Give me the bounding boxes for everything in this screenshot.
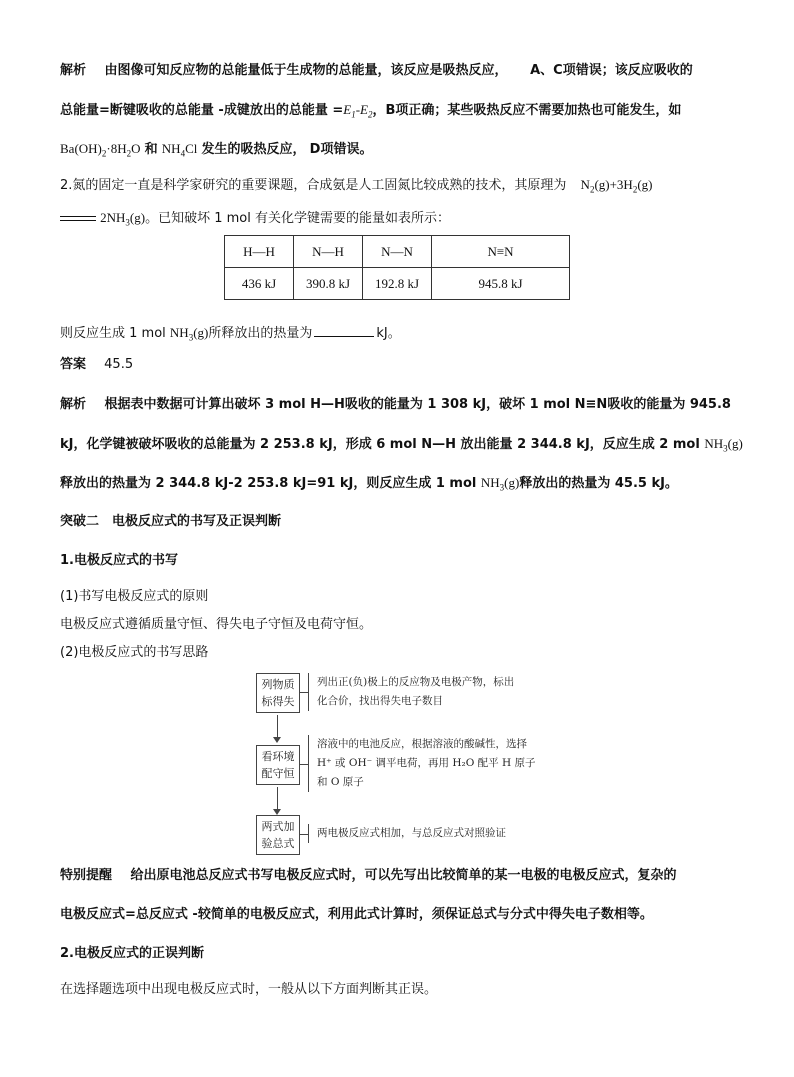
writing-steps-diagram xyxy=(256,673,556,858)
step-note-2 xyxy=(308,735,536,792)
analysis-paragraph-2-line-1 xyxy=(60,396,731,414)
text: ，B项正确；某些吸热反应不需要加热也可能发生，如 xyxy=(372,103,682,118)
table-row xyxy=(225,236,570,268)
analysis-label: 解析 xyxy=(60,397,87,412)
connector-line xyxy=(300,692,308,693)
table-cell: 436 kJ xyxy=(225,268,294,300)
text: 溶液中的电池反应，根据溶液的酸碱性，选择 xyxy=(317,738,527,750)
connector-line xyxy=(277,715,278,739)
step-box-2 xyxy=(256,745,300,785)
heading-1: 1.电极反应式的书写 xyxy=(60,553,178,568)
analysis-paragraph-2-line-2 xyxy=(60,435,743,454)
table-header: N—H xyxy=(294,236,363,268)
text: 释放出的热量为 45.5 kJ。 xyxy=(519,476,678,491)
table-header: H—H xyxy=(225,236,294,268)
section-title: 突破二 电极反应式的书写及正误判断 xyxy=(60,514,282,529)
text: kJ。 xyxy=(376,326,401,341)
answer-value: 45.5 xyxy=(104,357,134,372)
bond-energy-table xyxy=(224,235,570,300)
text: 总能量=断键吸收的总能量 -成键放出的总能量 = xyxy=(60,103,344,118)
text: 两电极反应式相加，与总反应式对照验证 xyxy=(317,827,506,839)
formula-reactants: $N_2(g)+3H_2(g)$ xyxy=(580,177,653,195)
subheading-2: (2)电极反应式的书写思路 xyxy=(60,645,209,660)
analysis-label: 解析 xyxy=(60,63,87,78)
answer-blank[interactable] xyxy=(314,323,374,337)
subheading-1: (1)书写电极反应式的原则 xyxy=(60,589,209,604)
text: 。已知破坏 1 mol 有关化学键需要的能量如表所示： xyxy=(145,211,450,226)
text: 化合价，找出得失电子数目 xyxy=(317,695,443,707)
text: 看环境 xyxy=(261,750,295,763)
text: 给出原电池总反应式书写电极反应式时，可以先写出比较简单的某一电极的电极反应式，复杂的 xyxy=(130,868,677,883)
table-header: N—N xyxy=(363,236,432,268)
step-box-3 xyxy=(256,815,300,855)
text: 释放出的热量为 2 344.8 kJ-2 253.8 kJ=91 kJ，则反应生成 1 mol xyxy=(60,476,477,491)
answer-label: 答案 xyxy=(60,357,87,372)
energy-formula: $E_1-E_2$ xyxy=(343,102,373,120)
principle-text: 电极反应式遵循质量守恒、得失电子守恒及电荷守恒。 xyxy=(60,617,373,632)
text: 则反应生成 1 mol xyxy=(60,326,166,341)
step-note-3 xyxy=(308,824,506,843)
step-box-1 xyxy=(256,673,300,713)
analysis-paragraph-2-line-3 xyxy=(60,474,678,493)
arrow-down-icon xyxy=(273,737,281,743)
text: 配守恒 xyxy=(261,767,295,780)
tip-line-1 xyxy=(60,867,677,885)
equilibrium-arrow-icon xyxy=(60,214,96,224)
question-2-line-1 xyxy=(60,176,653,195)
analysis-paragraph-1-line-1 xyxy=(60,62,693,80)
text: A、C项错误；该反应吸收的 xyxy=(530,63,693,78)
judgment-text: 在选择题选项中出现电极反应式时，一般从以下方面判断其正误。 xyxy=(60,982,438,997)
formula-nh3: $NH_3(g)$ xyxy=(169,325,209,343)
table-header: N≡N xyxy=(432,236,570,268)
text: 所释放出的热量为 xyxy=(208,326,313,341)
formula-nh4cl: $NH_4Cl$ xyxy=(161,141,198,159)
table-cell: 945.8 kJ xyxy=(432,268,570,300)
text: 由图像可知反应物的总能量低于生成物的总能量，该反应是吸热反应， xyxy=(104,63,508,78)
answer-line xyxy=(60,356,133,374)
formula-nh3: $NH_3(g)$ xyxy=(704,436,743,454)
text: 验总式 xyxy=(261,837,295,850)
table-cell: 192.8 kJ xyxy=(363,268,432,300)
connector-line xyxy=(277,787,278,811)
heading-2: 2.电极反应式的正误判断 xyxy=(60,946,204,961)
text: 发生的吸热反应， xyxy=(201,142,306,157)
formula-product: $2NH_3(g)$ xyxy=(100,210,146,228)
analysis-paragraph-1-line-2 xyxy=(60,101,681,120)
tip-label: 特别提醒 xyxy=(60,868,113,883)
connector-line xyxy=(300,834,308,835)
text: kJ，化学键被破坏吸收的总能量为 2 253.8 kJ，形成 6 mol N—H 放出能量 2 344.8 kJ，反应生成 2 mol xyxy=(60,437,700,452)
question-2-line-2 xyxy=(60,209,450,228)
text: 根据表中数据可计算出破坏 3 mol H—H吸收的能量为 1 308 kJ，破坏 1 mol N≡N吸收的能量为 945.8 xyxy=(104,397,731,412)
text: D项错误。 xyxy=(309,142,373,157)
tip-line-2: 电极反应式=总反应式 -较简单的电极反应式，利用此式计算时，须保证总式与分式中得失电子数相等。 xyxy=(60,907,653,922)
text: 2.氮的固定一直是科学家研究的重要课题，合成氨是人工固氮比较成熟的技术，其原理为 xyxy=(60,178,567,193)
question-2-line-3 xyxy=(60,323,401,343)
formula-baoh2: $Ba(OH)_2\cdot 8H_2O$ xyxy=(60,141,141,159)
text: 标得失 xyxy=(261,695,295,708)
step-note-1 xyxy=(308,673,514,711)
connector-line xyxy=(300,764,308,765)
text: 列出正(负)极上的反应物及电极产物，标出 xyxy=(317,676,515,688)
text: 列物质 xyxy=(261,678,295,691)
text: 和 xyxy=(144,142,158,157)
analysis-paragraph-1-line-3 xyxy=(60,140,372,159)
text: 和 O 原子 xyxy=(317,776,364,788)
text: H⁺ 或 OH⁻ 调平电荷，再用 H₂O 配平 H 原子 xyxy=(317,757,536,769)
table-cell: 390.8 kJ xyxy=(294,268,363,300)
text: 两式加 xyxy=(261,820,295,833)
table-row xyxy=(225,268,570,300)
formula-nh3: $NH_3(g)$ xyxy=(480,475,520,493)
